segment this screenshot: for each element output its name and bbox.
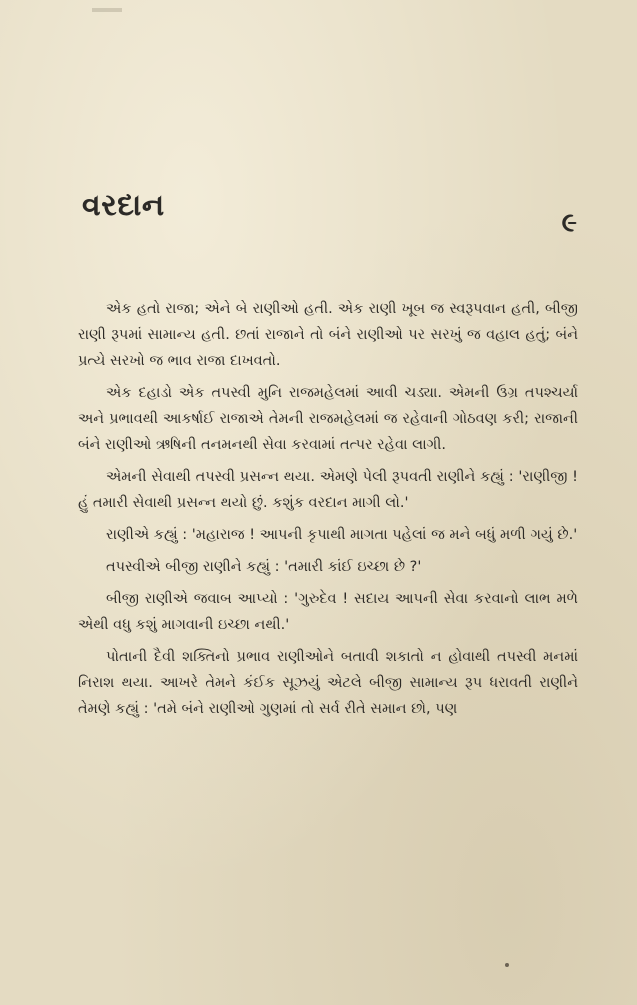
paragraph: પોતાની દૈવી શક્તિનો પ્રભાવ રાણીઓને બતાવી શકાતો ન હોવાથી તપસ્વી મનમાં નિરાશ થયા. આખરે તેમને કંઈક સૂઝયું એટલે બીજી સામાન્ય રૂપ ધરાવતી રાણીને તેમણે કહ્યું : 'તમે બંને રાણીઓ ગુણમાં તો સર્વ રીતે સમાન છો, પણ [78, 649, 578, 717]
chapter-title: વરદાન [82, 188, 165, 223]
paragraph: એક હતો રાજા; એને બે રાણીઓ હતી. એક રાણી ખૂબ જ સ્વરૂપવાન હતી, બીજી રાણી રૂપમાં સામાન્ય હતી. છતાં રાજાને તો બંને રાણીઓ પર સરખું જ વહાલ હતું; બંને પ્રત્યે સરખો જ ભાવ રાજા દાખવતો. [78, 301, 578, 369]
chapter-header [82, 188, 577, 248]
chapter-number: ૯ [561, 208, 577, 238]
paragraph: એમની સેવાથી તપસ્વી પ્રસન્ન થયા. એમણે પેલી રૂપવતી રાણીને કહ્યું : 'રાણીજી ! હું તમારી સેવાથી પ્રસન્ન થયો છું. કશુંક વરદાન માગી લો.' [78, 469, 578, 511]
chapter-body [78, 296, 578, 728]
page-speck [92, 8, 122, 12]
paragraph: રાણીએ કહ્યું : 'મહારાજ ! આપની કૃપાથી માગતા પહેલાં જ મને બધું મળી ગયું છે.' [106, 527, 578, 543]
paragraph: તપસ્વીએ બીજી રાણીને કહ્યું : 'તમારી કાંઈ ઇચ્છા છે ?' [106, 559, 422, 575]
page-mark [505, 963, 509, 967]
paragraph: એક દહાડો એક તપસ્વી મુનિ રાજમહેલમાં આવી ચડ્યા. એમની ઉગ્ર તપશ્ચર્યા અને પ્રભાવથી આકર્ષાઈ રાજાએ તેમની રાજમહેલમાં જ રહેવાની ગોઠવણ કરી; રાજાની બંને રાણીઓ ઋષિની તનમનથી સેવા કરવામાં તત્પર રહેવા લાગી. [78, 385, 578, 453]
paragraph: બીજી રાણીએ જવાબ આપ્યો : 'ગુરુદેવ ! સદાય આપની સેવા કરવાનો લાભ મળે એથી વધુ કશું માગવાની ઇચ્છા નથી.' [78, 591, 578, 633]
